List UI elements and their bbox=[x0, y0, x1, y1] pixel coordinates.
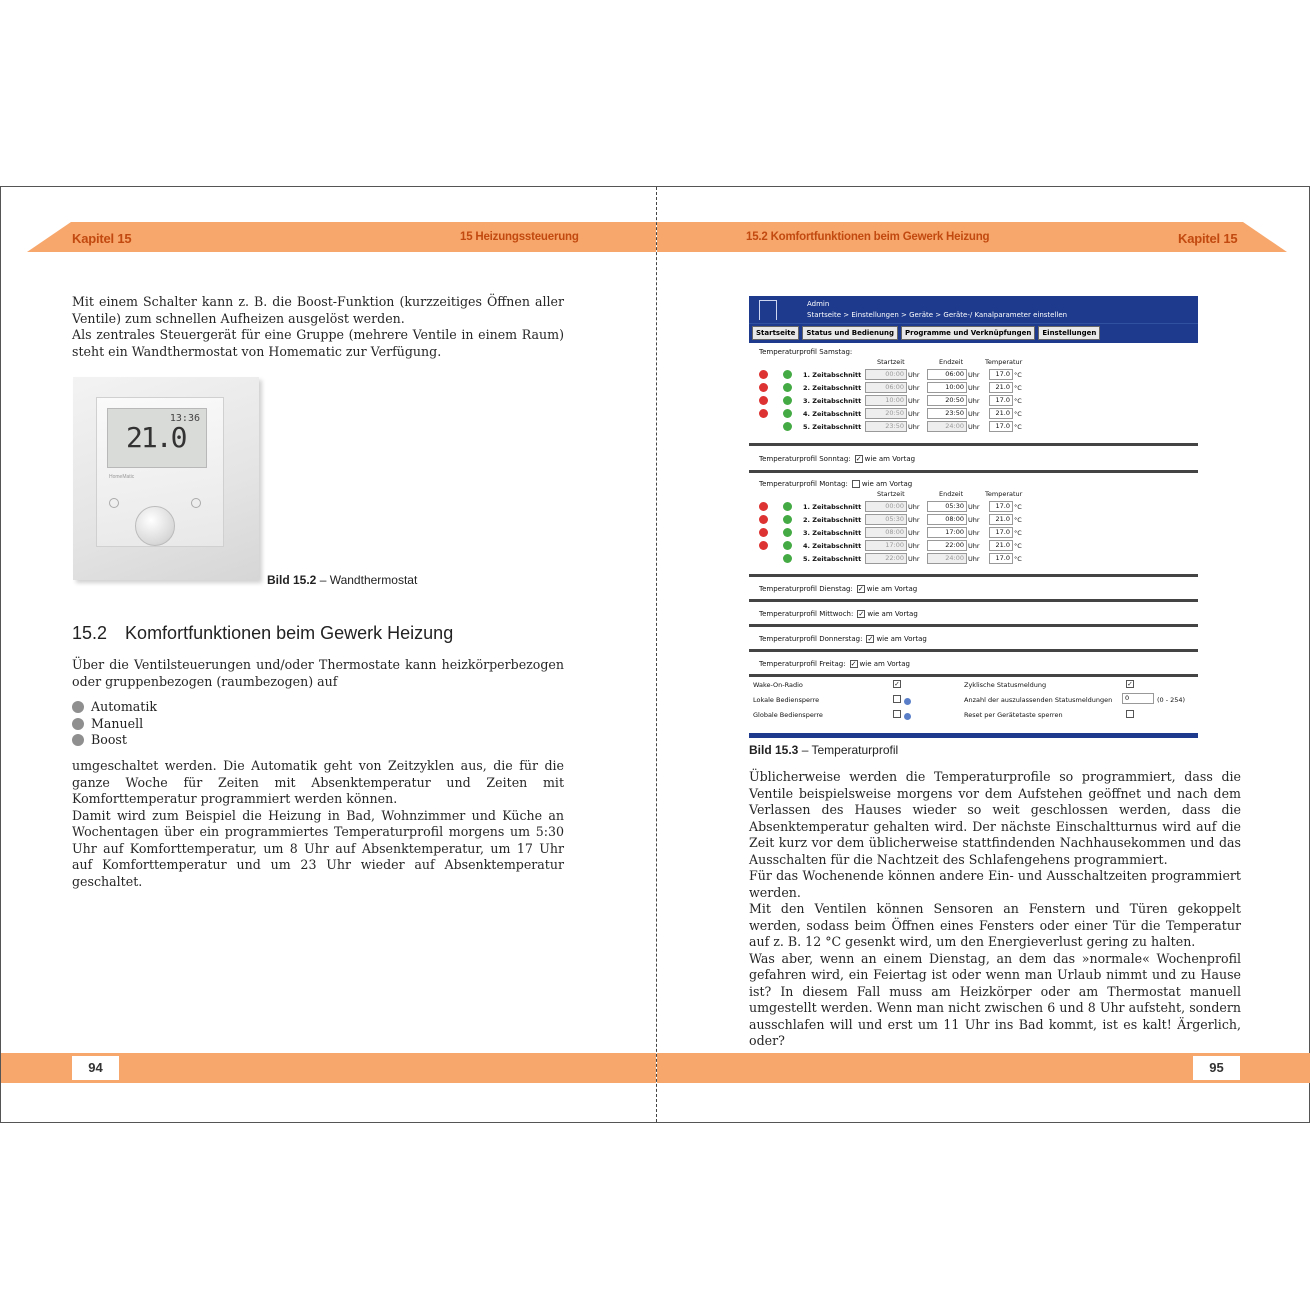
breadcrumb: Startseite > Einstellungen > Geräte > Geräte-/ Kanalparameter einstellen bbox=[807, 311, 1068, 319]
nav-einstellungen[interactable]: Einstellungen bbox=[1038, 326, 1100, 340]
end-time-field[interactable]: 10:00 bbox=[927, 382, 967, 393]
right-header-section: 15.2 Komfortfunktionen beim Gewerk Heizung bbox=[746, 231, 990, 243]
temperature-field[interactable]: 17.0 bbox=[989, 369, 1013, 380]
add-slot-icon[interactable] bbox=[783, 515, 792, 524]
temperature-field[interactable]: 17.0 bbox=[989, 421, 1013, 432]
section-heading bbox=[72, 623, 453, 644]
time-slot-row: 3. Zeitabschnitt 08:00 Uhr 17:00 Uhr 17.0 °C bbox=[759, 526, 1194, 539]
wake-on-radio-checkbox[interactable]: ✓ bbox=[894, 680, 900, 688]
remove-slot-icon[interactable] bbox=[759, 502, 768, 511]
temperature-field[interactable]: 17.0 bbox=[989, 501, 1013, 512]
display-temperature: 21.0 bbox=[126, 421, 186, 454]
end-time-field: 24:00 bbox=[927, 553, 967, 564]
profile-tuesday: Temperaturprofil Dienstag: ✓ wie am Vortag bbox=[749, 577, 1198, 602]
profile-title: Temperaturprofil Samstag: bbox=[759, 348, 853, 356]
page-fold bbox=[656, 187, 657, 1122]
book-spread bbox=[0, 186, 1310, 1123]
end-time-field[interactable]: 08:00 bbox=[927, 514, 967, 525]
left-header-section: 15 Heizungssteuerung bbox=[460, 231, 579, 243]
paragraph: Was aber, wenn an einem Dienstag, an dem das »normale« Wochenprofil gefahren wird, ein Feiertag ist oder wenn man Urlaub nimmt und zu Hause ist? In diesem Fall muss am Heizkörper oder am Thermostat manuell umgestellt werden. Wenn man nicht zwischen 6 und 8 Uhr aufsteht, sondern ausschlafen will und erst um 11 Uhr ins Bad kommt, ist es kalt! Ärgerlich, oder? bbox=[749, 950, 1241, 1048]
paragraph: Als zentrales Steuergerät für eine Gruppe (mehrere Ventile in einem Raum) steht ein Wandthermostat von Homematic zur Verfügung. bbox=[72, 327, 564, 359]
device-settings: Wake-On-Radio ✓ Lokale Bediensperre Globale Bediensperre Zyklische Statusmeldung ✓ Anzahl der auszulassenden Statusmeldungen 0 (0 - 254) Reset per Gerätetaste sperren bbox=[753, 680, 1186, 719]
section-intro bbox=[72, 657, 564, 690]
same-as-previous-checkbox[interactable]: ✓ bbox=[867, 635, 874, 643]
start-time-field: 00:00 bbox=[865, 369, 907, 380]
add-slot-icon[interactable] bbox=[783, 541, 792, 550]
time-slot-row: 5. Zeitabschnitt 23:50 Uhr 24:00 Uhr 17.0 °C bbox=[759, 420, 1194, 433]
end-time-field[interactable]: 22:00 bbox=[927, 540, 967, 551]
user-name: Admin bbox=[807, 300, 830, 308]
paragraph: Üblicherweise werden die Temperaturprofile so programmiert, dass die Ventile beispielsweise morgens vor dem Aufstehen geöffnet und nach dem Verlassen des Hauses wieder so weit geschlossen werden, dass die Absenktemperatur gehalten wird. Der nächste Einschaltturnus wird auf die Zeit kurz vor dem üblicherweise stattfindenden Nachhausekommen und das Ausschalten für die Nachtzeit des Schlafengehens programmiert. bbox=[749, 769, 1241, 867]
add-slot-icon[interactable] bbox=[783, 554, 792, 563]
temperature-field[interactable]: 21.0 bbox=[989, 382, 1013, 393]
brand-label: HomeMatic bbox=[109, 474, 135, 480]
column-headers: Startzeit Endzeit Temperatur bbox=[877, 490, 1023, 498]
paragraph: Damit wird zum Beispiel die Heizung in Bad, Wohnzimmer und Küche an Wochentagen über ein programmiertes Temperaturprofil morgens um 5:30 Uhr auf Komforttemperatur, um 8 Uhr auf Absenktemperatur, um 17 Uhr auf Komforttemperatur und um 23 Uhr wieder auf Absenktemperatur geschaltet. bbox=[72, 807, 564, 889]
left-intro-text bbox=[72, 294, 564, 360]
temperature-field[interactable]: 17.0 bbox=[989, 527, 1013, 538]
end-time-field[interactable]: 05:30 bbox=[927, 501, 967, 512]
info-icon[interactable] bbox=[904, 698, 911, 705]
nav-startseite[interactable]: Startseite bbox=[752, 326, 799, 340]
start-time-field: 08:00 bbox=[865, 527, 907, 538]
display-time: 13:36 bbox=[169, 413, 200, 424]
time-slot-row: 1. Zeitabschnitt 00:00 Uhr 06:00 Uhr 17.0 °C bbox=[759, 368, 1194, 381]
temperature-field[interactable]: 21.0 bbox=[989, 514, 1013, 525]
thermostat-knob bbox=[135, 506, 175, 546]
bullet-icon bbox=[72, 734, 84, 746]
figure-caption-15-2 bbox=[267, 573, 417, 587]
start-time-field: 22:00 bbox=[865, 553, 907, 564]
start-time-field: 10:00 bbox=[865, 395, 907, 406]
profile-thursday: Temperaturprofil Donnerstag: ✓ wie am Vortag bbox=[749, 627, 1198, 652]
left-body-text bbox=[72, 758, 564, 890]
paragraph: Mit den Ventilen können Sensoren an Fenstern und Türen gekoppelt werden, sodass beim Öffnen eines Fensters oder einer Tür die Temperatur auf z. B. 12 °C gesenkt wird, um den Energieverlust gering zu halten. bbox=[749, 901, 1241, 949]
paragraph: Über die Ventilsteuerungen und/oder Thermostate kann heizkörperbezogen oder gruppenbezogen (raumbezogen) auf bbox=[72, 657, 564, 689]
mode-list bbox=[72, 699, 157, 749]
profile-sunday bbox=[749, 446, 1198, 473]
time-slot-row: 4. Zeitabschnitt 20:50 Uhr 23:50 Uhr 21.0 °C bbox=[759, 407, 1194, 420]
thermostat-display bbox=[107, 408, 207, 468]
wall-thermostat-photo bbox=[73, 377, 259, 580]
time-slot-row: 3. Zeitabschnitt 10:00 Uhr 20:50 Uhr 17.0 °C bbox=[759, 394, 1194, 407]
local-lock-checkbox[interactable] bbox=[893, 695, 901, 703]
page-number-right: 95 bbox=[1193, 1056, 1240, 1080]
temperature-field[interactable]: 17.0 bbox=[989, 395, 1013, 406]
column-headers: Startzeit Endzeit Temperatur bbox=[877, 358, 1023, 366]
profile-wednesday: Temperaturprofil Mittwoch: ✓ wie am Vortag bbox=[749, 602, 1198, 627]
end-time-field[interactable]: 23:50 bbox=[927, 408, 967, 419]
cyclic-status-checkbox[interactable]: ✓ bbox=[1127, 680, 1133, 688]
page-number-left: 94 bbox=[72, 1056, 119, 1080]
figure-caption-15-3 bbox=[749, 743, 898, 757]
thermostat-right-button bbox=[191, 498, 201, 508]
start-time-field: 20:50 bbox=[865, 408, 907, 419]
start-time-field: 05:30 bbox=[865, 514, 907, 525]
remove-slot-icon[interactable] bbox=[759, 370, 768, 379]
bullet-icon bbox=[72, 718, 84, 730]
profile-saturday bbox=[749, 343, 1198, 446]
end-time-field[interactable]: 17:00 bbox=[927, 527, 967, 538]
remove-slot-icon[interactable] bbox=[759, 383, 768, 392]
list-item: Boost bbox=[72, 732, 157, 749]
start-time-field: 23:50 bbox=[865, 421, 907, 432]
add-slot-icon[interactable] bbox=[783, 502, 792, 511]
global-lock-checkbox[interactable] bbox=[893, 710, 901, 718]
start-time-field: 17:00 bbox=[865, 540, 907, 551]
add-slot-icon[interactable] bbox=[783, 422, 792, 431]
same-as-previous-checkbox[interactable]: ✓ bbox=[858, 610, 865, 618]
reset-lock-checkbox[interactable] bbox=[1126, 710, 1134, 718]
profile-monday bbox=[749, 473, 1198, 577]
end-time-field[interactable]: 20:50 bbox=[927, 395, 967, 406]
time-slot-row: 2. Zeitabschnitt 06:00 Uhr 10:00 Uhr 21.0 °C bbox=[759, 381, 1194, 394]
temperature-field[interactable]: 17.0 bbox=[989, 553, 1013, 564]
end-time-field: 24:00 bbox=[927, 421, 967, 432]
caption-text: – Wandthermostat bbox=[316, 573, 418, 587]
caption-text: – Temperaturprofil bbox=[798, 743, 899, 757]
profile-title: Temperaturprofil Sonntag: ✓ wie am Vortag bbox=[759, 455, 916, 463]
caption-label: Bild 15.2 bbox=[267, 573, 317, 587]
house-logo-icon bbox=[759, 300, 777, 320]
add-slot-icon[interactable] bbox=[783, 383, 792, 392]
same-as-previous-checkbox[interactable] bbox=[852, 480, 860, 488]
start-time-field: 00:00 bbox=[865, 501, 907, 512]
add-slot-icon[interactable] bbox=[783, 396, 792, 405]
skip-count-input[interactable]: 0 bbox=[1122, 693, 1154, 704]
section-title: Komfortfunktionen beim Gewerk Heizung bbox=[125, 623, 454, 643]
ccu-nav bbox=[749, 323, 1198, 343]
section-number: 15.2 bbox=[72, 623, 108, 643]
temperature-field[interactable]: 21.0 bbox=[989, 408, 1013, 419]
nav-status[interactable]: Status und Bedienung bbox=[802, 326, 898, 340]
remove-slot-icon[interactable] bbox=[759, 515, 768, 524]
same-as-previous-checkbox[interactable]: ✓ bbox=[850, 660, 857, 668]
ccu-header bbox=[749, 296, 1198, 323]
add-slot-icon[interactable] bbox=[783, 409, 792, 418]
right-header-chapter: Kapitel 15 bbox=[1178, 231, 1238, 246]
profile-friday: Temperaturprofil Freitag: ✓ wie am Vortag bbox=[749, 652, 1198, 677]
remove-slot-icon[interactable] bbox=[759, 541, 768, 550]
time-slot-row: 4. Zeitabschnitt 17:00 Uhr 22:00 Uhr 21.0 °C bbox=[759, 539, 1194, 552]
paragraph: Für das Wochenende können andere Ein- und Ausschaltzeiten programmiert werden. bbox=[749, 868, 1241, 900]
thermostat-left-button bbox=[109, 498, 119, 508]
remove-slot-icon[interactable] bbox=[759, 528, 768, 537]
remove-slot-icon[interactable] bbox=[759, 409, 768, 418]
temperature-field[interactable]: 21.0 bbox=[989, 540, 1013, 551]
list-item: Manuell bbox=[72, 716, 157, 733]
remove-slot-icon[interactable] bbox=[759, 396, 768, 405]
nav-programme[interactable]: Programme und Verknüpfungen bbox=[901, 326, 1035, 340]
start-time-field: 06:00 bbox=[865, 382, 907, 393]
end-time-field[interactable]: 06:00 bbox=[927, 369, 967, 380]
right-body-text bbox=[749, 769, 1241, 1050]
paragraph: umgeschaltet werden. Die Automatik geht von Zeitzyklen aus, die für die ganze Woche für Zeiten mit Absenktemperatur und Zeiten mit Komforttemperatur programmiert werden können. bbox=[72, 758, 564, 806]
list-item: Automatik bbox=[72, 699, 157, 716]
time-slot-row: 5. Zeitabschnitt 22:00 Uhr 24:00 Uhr 17.0 °C bbox=[759, 552, 1194, 565]
left-header-chapter: Kapitel 15 bbox=[72, 231, 132, 246]
time-slot-row: 1. Zeitabschnitt 00:00 Uhr 05:30 Uhr 17.0 °C bbox=[759, 500, 1194, 513]
thermostat-faceplate bbox=[96, 397, 224, 547]
caption-label: Bild 15.3 bbox=[749, 743, 799, 757]
add-slot-icon[interactable] bbox=[783, 370, 792, 379]
ccu-footer-bar bbox=[749, 733, 1198, 738]
add-slot-icon[interactable] bbox=[783, 528, 792, 537]
time-slot-row: 2. Zeitabschnitt 05:30 Uhr 08:00 Uhr 21.0 °C bbox=[759, 513, 1194, 526]
profile-title: Temperaturprofil Montag: wie am Vortag bbox=[759, 480, 913, 488]
paragraph: Mit einem Schalter kann z. B. die Boost-Funktion (kurzzeitiges Öffnen aller Ventile) zum schnellen Aufheizen ausgelöst werden. bbox=[72, 294, 564, 326]
same-as-previous-checkbox[interactable]: ✓ bbox=[857, 585, 864, 593]
info-icon[interactable] bbox=[904, 713, 911, 720]
same-as-previous-checkbox[interactable]: ✓ bbox=[855, 455, 862, 463]
temperature-profile-screenshot bbox=[749, 296, 1198, 738]
bullet-icon bbox=[72, 701, 84, 713]
